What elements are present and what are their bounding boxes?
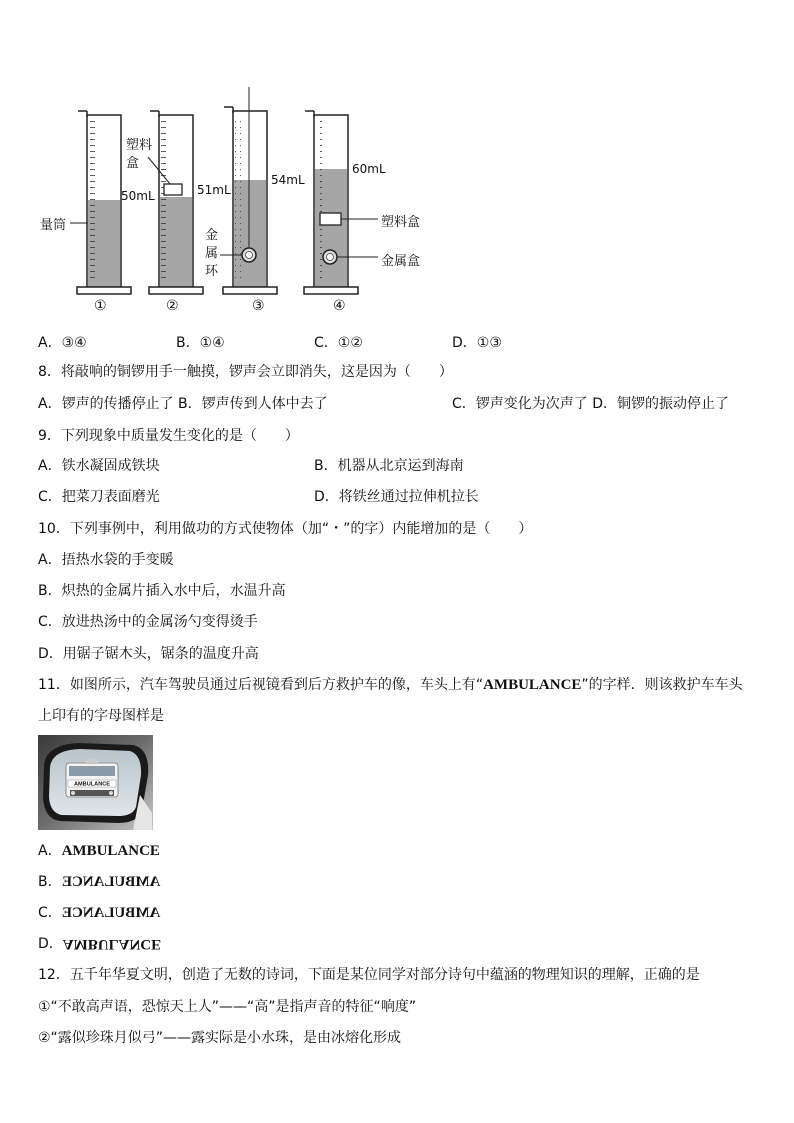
rearview-mirror-image <box>38 735 153 830</box>
q11-option-c <box>38 903 160 923</box>
q11-option-a-prefix: A． <box>38 843 62 859</box>
q11-stem-line1 <box>38 675 743 695</box>
q11-option-d-prefix: D． <box>38 936 63 952</box>
mirror-ambulance-text: AMBULANCE <box>73 781 111 788</box>
label-vol-51: 51mL <box>197 183 231 197</box>
q8-options-ab: A．锣声的传播停止了 B．锣声传到人体中去了 <box>38 396 328 412</box>
measuring-cylinders-figure <box>30 85 450 320</box>
q12-statement-2: ②“露似珍珠月似弓”——露实际是小水珠，是由冰熔化形成 <box>38 1030 402 1046</box>
label-huan: 环 <box>205 264 219 279</box>
q10-option-c: C．放进热汤中的金属汤勺变得烫手 <box>38 614 258 630</box>
q8-options-cd: C．锣声变化为次声了 D．铜锣的振动停止了 <box>452 396 730 412</box>
q11-option-d-text: AMBULANCE <box>62 936 162 952</box>
cylinder-label-1: ① <box>94 298 107 314</box>
q12-statement-1: ①“不敢高声语，恐惊天上人”——“高”是指声音的特征“响度” <box>38 999 417 1015</box>
q7-option-b: B．①④ <box>176 335 225 351</box>
q9-option-c: C．把菜刀表面磨光 <box>38 489 160 505</box>
q10-option-a: A．捂热水袋的手变暖 <box>38 552 174 568</box>
label-suliao-he-2: 盒 <box>126 156 140 171</box>
q11-stem-pre: 11．如图所示，汽车驾驶员通过后视镜看到后方救护车的像，车头上有“ <box>38 677 484 693</box>
label-vol-54: 54mL <box>271 173 305 187</box>
label-jin: 金 <box>205 228 219 243</box>
q10-stem: 10．下列事例中，利用做功的方式使物体（加“・”的字）内能增加的是（ ） <box>38 521 533 537</box>
q11-stem-word: AMBULANCE <box>483 677 582 693</box>
q11-option-b <box>38 872 160 892</box>
q7-option-a: A．③④ <box>38 335 87 351</box>
q11-option-d <box>38 934 161 954</box>
q11-option-c-prefix: C． <box>38 905 62 921</box>
q11-option-a <box>38 841 160 861</box>
label-suliao-he-1: 塑料 <box>126 138 153 153</box>
label-vol-60: 60mL <box>352 162 386 176</box>
q11-option-c-text: AMBULANCE <box>61 905 161 921</box>
q12-stem: 12．五千年华夏文明，创造了无数的诗词，下面是某位同学对部分诗句中蕴涵的物理知识的理解，正确的是 <box>38 967 700 983</box>
q8-stem: 8．将敲响的铜锣用手一触摸，锣声会立即消失，这是因为（ ） <box>38 364 453 380</box>
cylinder-label-2: ② <box>166 298 179 314</box>
q11-option-a-text: AMBULANCE <box>61 843 160 859</box>
label-suliaohe: 塑料盒 <box>381 215 421 230</box>
q9-stem: 9．下列现象中质量发生变化的是（ ） <box>38 428 299 444</box>
cylinder-label-3: ③ <box>252 298 265 314</box>
label-jinshuhe: 金属盒 <box>381 254 421 269</box>
cylinder-label-4: ④ <box>333 298 346 314</box>
q9-option-d: D．将铁丝通过拉伸机拉长 <box>314 489 479 505</box>
cylinder-2 <box>148 111 203 294</box>
label-shu: 属 <box>205 246 219 261</box>
q10-option-d: D．用锯子锯木头，锯条的温度升高 <box>38 646 259 662</box>
cylinder-4 <box>304 111 378 294</box>
q7-option-d: D．①③ <box>452 335 502 351</box>
q11-stem-post: ”的字样．则该救护车车头 <box>581 677 743 693</box>
q11-option-b-text: AMBULANCE <box>61 874 160 890</box>
label-liangtong: 量筒 <box>40 218 67 233</box>
q9-option-b: B．机器从北京运到海南 <box>314 458 464 474</box>
q11-stem-line2: 上印有的字母图样是 <box>38 708 164 724</box>
q11-option-b-prefix: B． <box>38 874 62 890</box>
label-vol-50: 50mL <box>121 189 155 203</box>
q7-option-c: C．①② <box>314 335 363 351</box>
q10-option-b: B．炽热的金属片插入水中后，水温升高 <box>38 583 286 599</box>
q9-option-a: A．铁水凝固成铁块 <box>38 458 160 474</box>
